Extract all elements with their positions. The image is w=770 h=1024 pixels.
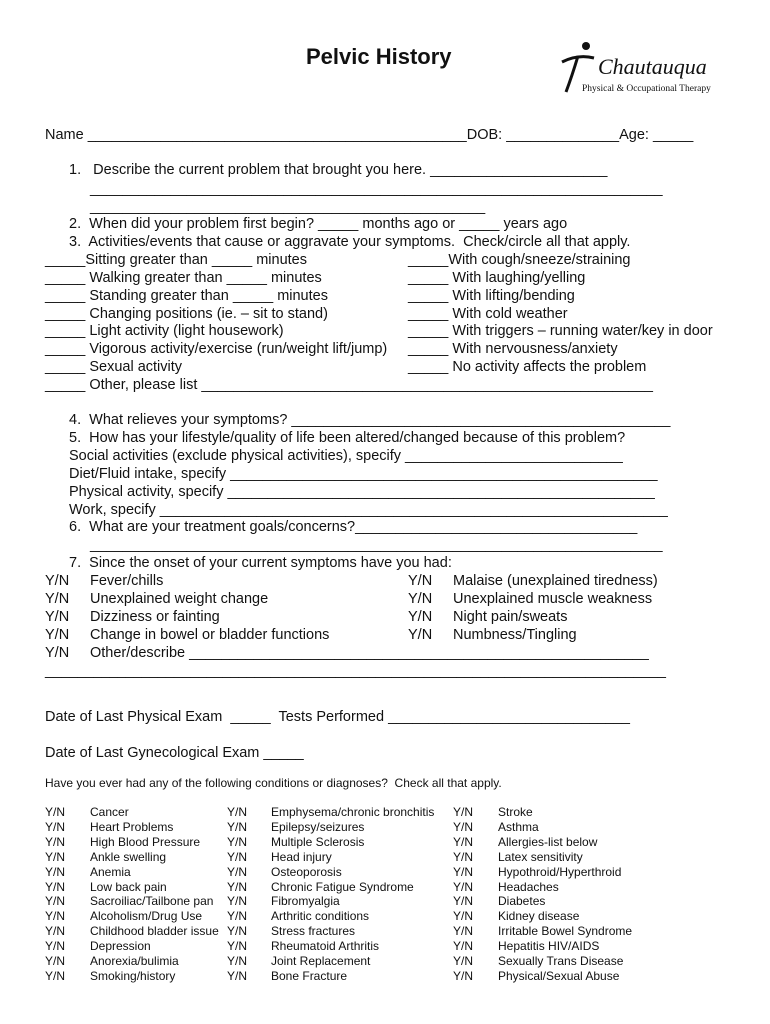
question-4[interactable]: 4. What relieves your symptoms? _______________________________________________ (69, 412, 671, 428)
condition-label: Latex sensitivity (498, 849, 583, 864)
condition-label: Physical/Sexual Abuse (498, 968, 620, 983)
condition-yn-toggle[interactable]: Y/N (453, 894, 474, 909)
condition-label: Anorexia/bulimia (90, 954, 179, 968)
symptom-label: Unexplained weight change (90, 591, 269, 607)
condition-yn-toggle[interactable]: Y/N (227, 954, 248, 968)
condition-label: Anemia (90, 864, 131, 879)
question-6-line[interactable]: _______________________________________________________________________ (90, 537, 663, 553)
condition-yn-toggle[interactable]: Y/N (45, 968, 66, 983)
condition-yn-toggle[interactable]: Y/N (227, 968, 248, 983)
symptom-other-field[interactable]: Other/describe _________________________________________________________ (90, 645, 649, 661)
activity-item[interactable]: _____ With lifting/bending (408, 288, 575, 304)
condition-yn-toggle[interactable]: Y/N (453, 909, 474, 924)
symptom-label: Night pain/sweats (453, 609, 568, 625)
condition-yn-toggle[interactable]: Y/N (453, 849, 474, 864)
activity-item[interactable]: _____Sitting greater than _____ minutes (45, 252, 307, 268)
condition-yn-toggle[interactable]: Y/N (227, 805, 248, 819)
activity-item[interactable]: _____With cough/sneeze/straining (408, 252, 631, 268)
condition-label: Hypothroid/Hyperthroid (498, 864, 622, 879)
condition-yn-toggle[interactable]: Y/N (227, 879, 248, 894)
question-1-line-3[interactable]: _________________________________________________ (90, 199, 486, 215)
condition-yn-toggle[interactable]: Y/N (453, 968, 474, 983)
condition-yn-toggle[interactable]: Y/N (45, 834, 66, 849)
condition-yn-toggle[interactable]: Y/N (227, 834, 248, 849)
condition-yn-toggle[interactable]: Y/N (227, 909, 248, 924)
condition-label: Hepatitis HIV/AIDS (498, 939, 600, 954)
yn-toggle[interactable]: Y/N (408, 591, 433, 607)
yn-toggle[interactable]: Y/N (45, 591, 70, 607)
condition-yn-toggle[interactable]: Y/N (45, 819, 66, 834)
social-activities-field[interactable]: Social activities (exclude physical activities), specify ___________________________ (69, 448, 623, 464)
symptom-label: Unexplained muscle weakness (453, 591, 653, 607)
yn-toggle[interactable]: Y/N (45, 609, 70, 625)
condition-label: Kidney disease (498, 909, 580, 924)
activity-item[interactable]: _____ With cold weather (408, 306, 568, 322)
condition-yn-toggle[interactable]: Y/N (453, 879, 474, 894)
condition-label: Arthritic conditions (271, 909, 370, 924)
condition-yn-toggle[interactable]: Y/N (45, 954, 66, 968)
condition-yn-toggle[interactable]: Y/N (453, 864, 474, 879)
yn-toggle[interactable]: Y/N (408, 573, 433, 589)
question-1[interactable]: 1. Describe the current problem that brought you here. ______________________ (69, 162, 608, 178)
condition-label: Headaches (498, 879, 559, 894)
work-field[interactable]: Work, specify _______________________________________________________________ (69, 502, 668, 518)
condition-yn-toggle[interactable]: Y/N (45, 864, 66, 879)
condition-yn-toggle[interactable]: Y/N (227, 894, 248, 909)
condition-yn-toggle[interactable]: Y/N (227, 819, 248, 834)
condition-label: Asthma (498, 819, 539, 834)
activity-other-item[interactable]: _____ Other, please list ________________________________________________________ (45, 377, 653, 393)
condition-label: Fibromyalgia (271, 894, 340, 909)
condition-label: Epilepsy/seizures (271, 819, 365, 834)
condition-label: High Blood Pressure (90, 834, 201, 849)
condition-label: Allergies-list below (498, 834, 598, 849)
physical-activity-field[interactable]: Physical activity, specify _____________________________________________________ (69, 484, 655, 500)
activity-item[interactable]: _____ With nervousness/anxiety (408, 341, 618, 357)
activity-item[interactable]: _____ No activity affects the problem (408, 359, 647, 375)
condition-yn-toggle[interactable]: Y/N (45, 849, 66, 864)
question-7: 7. Since the onset of your current symptoms have you had: (69, 555, 452, 571)
condition-yn-toggle[interactable]: Y/N (227, 849, 248, 864)
logo (558, 40, 718, 96)
condition-label: Rheumatoid Arthritis (271, 939, 380, 954)
condition-label: Bone Fracture (271, 968, 348, 983)
condition-label: Stress fractures (271, 924, 356, 939)
condition-label: Emphysema/chronic bronchitis (271, 805, 435, 819)
condition-label: Diabetes (498, 894, 546, 909)
condition-yn-toggle[interactable]: Y/N (227, 864, 248, 879)
condition-yn-toggle[interactable]: Y/N (45, 805, 66, 819)
question-3: 3. Activities/events that cause or aggravate your symptoms. Check/circle all that apply. (69, 234, 631, 250)
page-title: Pelvic History (306, 44, 452, 69)
condition-yn-toggle[interactable]: Y/N (227, 939, 248, 954)
last-gyn-exam-field[interactable]: Date of Last Gynecological Exam _____ (45, 745, 304, 761)
condition-yn-toggle[interactable]: Y/N (45, 909, 66, 924)
name-dob-age-line[interactable]: Name _______________________________________________DOB: ______________Age: _____ (45, 127, 694, 143)
condition-yn-toggle[interactable]: Y/N (45, 924, 66, 939)
activity-item[interactable]: _____ Sexual activity (45, 359, 183, 375)
symptom-other-line[interactable]: _____________________________________________________________________________ (45, 663, 666, 679)
yn-toggle[interactable]: Y/N (408, 627, 433, 643)
symptom-label: Dizziness or fainting (90, 609, 220, 625)
condition-label: Stroke (498, 805, 533, 819)
condition-label: Low back pain (90, 879, 167, 894)
condition-label: Smoking/history (90, 968, 176, 983)
condition-yn-toggle[interactable]: Y/N (453, 954, 474, 968)
yn-toggle[interactable]: Y/N (45, 645, 70, 661)
activity-item[interactable]: _____ Light activity (light housework) (45, 323, 284, 339)
condition-yn-toggle[interactable]: Y/N (227, 924, 248, 939)
condition-yn-toggle[interactable]: Y/N (453, 939, 474, 954)
yn-toggle[interactable]: Y/N (408, 609, 433, 625)
condition-label: Irritable Bowel Syndrome (498, 924, 633, 939)
condition-yn-toggle[interactable]: Y/N (453, 924, 474, 939)
condition-label: Cancer (90, 805, 129, 819)
condition-yn-toggle[interactable]: Y/N (45, 894, 66, 909)
condition-label: Osteoporosis (271, 864, 342, 879)
question-2[interactable]: 2. When did your problem first begin? _____ months ago or _____ years ago (69, 216, 568, 232)
activity-item[interactable]: _____ With laughing/yelling (408, 270, 586, 286)
logo-subtitle: Physical & Occupational Therapy (582, 84, 711, 94)
condition-label: Alcoholism/Drug Use (90, 909, 203, 924)
activity-item[interactable]: _____ With triggers – running water/key in door (408, 323, 713, 339)
logo-name: Chautauqua (598, 54, 707, 79)
symptom-label: Malaise (unexplained tiredness) (453, 573, 658, 589)
symptom-label: Fever/chills (90, 573, 164, 589)
conditions-intro: Have you ever had any of the following conditions or diagnoses? Check all that apply. (45, 776, 502, 790)
condition-label: Chronic Fatigue Syndrome (271, 879, 414, 894)
condition-yn-toggle[interactable]: Y/N (45, 879, 66, 894)
yn-toggle[interactable]: Y/N (45, 573, 70, 589)
condition-label: Heart Problems (90, 819, 174, 834)
activity-item[interactable]: _____ Vigorous activity/exercise (run/weight lift/jump) (45, 341, 388, 357)
condition-label: Ankle swelling (90, 849, 167, 864)
condition-label: Depression (90, 939, 151, 954)
activity-item[interactable]: _____ Standing greater than _____ minutes (45, 288, 328, 304)
condition-label: Head injury (271, 849, 332, 864)
question-1-line-2[interactable]: _______________________________________________________________________ (90, 181, 663, 197)
activity-item[interactable]: _____ Walking greater than _____ minutes (45, 270, 322, 286)
condition-label: Sexually Trans Disease (498, 954, 624, 968)
condition-yn-toggle[interactable]: Y/N (453, 805, 474, 819)
question-5: 5. How has your lifestyle/quality of life been altered/changed because of this problem? (69, 430, 626, 446)
last-physical-exam-field[interactable]: Date of Last Physical Exam _____ Tests Performed ______________________________ (45, 709, 630, 725)
symptom-label: Change in bowel or bladder functions (90, 627, 330, 643)
condition-label: Childhood bladder issue (90, 924, 219, 939)
condition-label: Sacroiliac/Tailbone pan (90, 894, 214, 909)
activity-item[interactable]: _____ Changing positions (ie. – sit to stand) (45, 306, 328, 322)
symptom-label: Numbness/Tingling (453, 627, 577, 643)
condition-label: Joint Replacement (271, 954, 371, 968)
condition-label: Multiple Sclerosis (271, 834, 365, 849)
yn-toggle[interactable]: Y/N (45, 627, 70, 643)
diet-field[interactable]: Diet/Fluid intake, specify _____________________________________________________ (69, 466, 658, 482)
question-6[interactable]: 6. What are your treatment goals/concerns?___________________________________ (69, 519, 638, 535)
condition-yn-toggle[interactable]: Y/N (453, 834, 474, 849)
condition-yn-toggle[interactable]: Y/N (45, 939, 66, 954)
condition-yn-toggle[interactable]: Y/N (453, 819, 474, 834)
